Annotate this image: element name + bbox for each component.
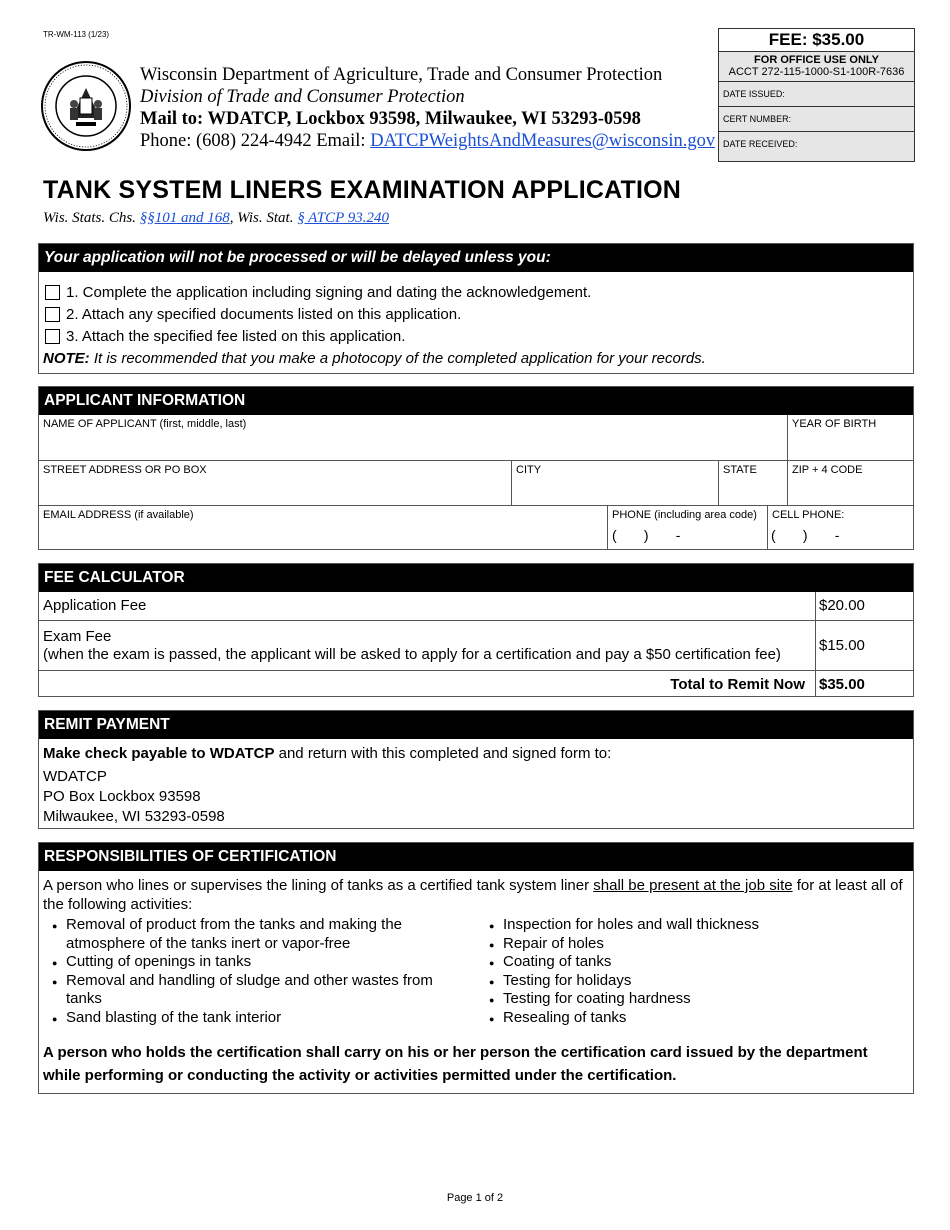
checkbox[interactable] — [45, 307, 60, 322]
statute-separator: , Wis. Stat. — [229, 210, 298, 226]
payable-to: Make check payable to WDATCP — [43, 745, 275, 762]
activity-item: ● Repair of holes — [481, 935, 901, 954]
activity-item: ● Testing for coating hardness — [481, 990, 901, 1009]
statute-link-atcp[interactable]: § ATCP 93.240 — [297, 210, 390, 226]
fee-row-total — [39, 670, 913, 698]
page-title: TANK SYSTEM LINERS EXAMINATION APPLICATION — [43, 176, 682, 204]
cert-number-field: CERT NUMBER: — [719, 107, 914, 132]
fee-description — [43, 628, 781, 664]
page-number: Page 1 of 2 — [446, 1192, 504, 1204]
field-label: EMAIL ADDRESS (if available) — [43, 509, 194, 521]
certification-card-notice: A person who holds the certification shall carry on his or her person the certification card issued by the department while performing or conducting the activity or activities permitted under the certification. — [43, 1044, 868, 1084]
section-heading: RESPONSIBILITIES OF CERTIFICATION — [39, 843, 913, 871]
requirement-item — [45, 328, 405, 345]
checkbox[interactable] — [45, 329, 60, 344]
fee-amount: $15.00 — [819, 637, 865, 654]
email-address-field[interactable] — [39, 506, 607, 549]
section-heading: FEE CALCULATOR — [39, 564, 913, 592]
wisconsin-seal-icon — [40, 60, 132, 152]
remit-text: and return with this completed and signed form to: — [274, 745, 612, 762]
divider — [787, 461, 788, 505]
checkbox[interactable] — [45, 285, 60, 300]
phone-text: Phone: (608) 224-4942 Email: — [140, 131, 371, 151]
field-label: CITY — [516, 464, 542, 476]
activity-item: ● Inspection for holes and wall thickness — [481, 916, 901, 935]
field-label: CELL PHONE: — [772, 509, 845, 521]
fee-amount: $20.00 — [819, 597, 865, 614]
fee-description-note: (when the exam is passed, the applicant will be asked to apply for a certification and pay a $50 certification fee) — [43, 646, 781, 663]
year-of-birth-field[interactable] — [788, 415, 913, 460]
fee-amount: FEE: $35.00 — [719, 29, 914, 52]
responsibilities-section — [38, 842, 914, 1094]
statute-prefix: Wis. Stats. Chs. — [43, 210, 140, 226]
activities-list-right — [481, 916, 901, 1028]
date-issued-field: DATE ISSUED: — [719, 82, 914, 107]
state-field[interactable] — [719, 461, 787, 505]
cell-phone-format: ( ) - — [771, 527, 840, 543]
divider — [607, 506, 608, 549]
fee-description: Application Fee — [43, 597, 147, 614]
total-label: Total to Remit Now — [670, 676, 805, 693]
activity-item: ● Sand blasting of the tank interior — [44, 1009, 464, 1028]
fee-row-application — [39, 592, 913, 620]
office-fee-box — [718, 28, 915, 162]
applicant-name-field[interactable] — [39, 415, 787, 460]
division-name: Division of Trade and Consumer Protection — [140, 87, 465, 107]
divider — [511, 461, 512, 505]
activity-item: ● Resealing of tanks — [481, 1009, 901, 1028]
divider — [718, 461, 719, 505]
field-label: STATE — [723, 464, 757, 476]
requirement-item — [45, 284, 591, 301]
fee-description-title: Exam Fee — [43, 628, 112, 645]
note — [43, 350, 706, 367]
requirement-text: 1. Complete the application including signing and dating the acknowledgement. — [66, 284, 592, 301]
field-label: NAME OF APPLICANT (first, middle, last) — [43, 418, 247, 430]
intro-text: A person who lines or supervises the lining of tanks as a certified tank system liner — [43, 877, 594, 894]
intro-text: for at least all of the following activities: — [43, 877, 903, 913]
fee-row-exam — [39, 620, 913, 671]
mail-to-address: Mail to: WDATCP, Lockbox 93598, Milwaukee, WI 53293-0598 — [140, 109, 641, 129]
field-label: PHONE (including area code) — [612, 509, 757, 521]
requirement-text: 3. Attach the specified fee listed on this application. — [66, 328, 406, 345]
total-amount: $35.00 — [819, 676, 865, 693]
agency-name: Wisconsin Department of Agriculture, Trade and Consumer Protection — [140, 65, 663, 85]
divider — [787, 415, 788, 460]
section-heading: REMIT PAYMENT — [39, 711, 913, 739]
activity-item: ● Coating of tanks — [481, 953, 901, 972]
note-text: It is recommended that you make a photocopy of the completed application for your records. — [89, 350, 706, 367]
statute-references — [43, 210, 389, 227]
applicant-information-section — [38, 386, 914, 550]
requirement-item — [45, 306, 461, 323]
field-label: STREET ADDRESS OR PO BOX — [43, 464, 207, 476]
activities-list-left — [44, 916, 464, 1028]
zip-code-field[interactable] — [788, 461, 913, 505]
email-link[interactable]: DATCPWeightsAndMeasures@wisconsin.gov — [370, 131, 716, 151]
remit-payment-section — [38, 710, 914, 829]
office-use-label: FOR OFFICE USE ONLY — [754, 54, 879, 66]
remit-address-line: PO Box Lockbox 93598 — [43, 788, 201, 805]
remit-body — [39, 739, 913, 827]
processing-requirements-section — [38, 243, 914, 374]
responsibilities-intro — [39, 871, 913, 914]
field-label: ZIP + 4 CODE — [792, 464, 863, 476]
account-number: ACCT 272-115-1000-S1-100R-7636 — [719, 66, 914, 82]
agency-header — [140, 64, 715, 152]
activity-item: ● Removal of product from the tanks and making the atmosphere of the tanks inert or vapor-free — [44, 916, 464, 953]
remit-instruction — [43, 744, 909, 764]
section-heading: Your application will not be processed or will be delayed unless you: — [39, 244, 913, 272]
fee-calculator-section — [38, 563, 914, 697]
note-label: NOTE: — [43, 350, 90, 367]
divider — [815, 592, 816, 697]
contact-line — [140, 130, 715, 152]
requirement-text: 2. Attach any specified documents listed on this application. — [66, 306, 462, 323]
form-id: TR-WM-113 (1/23) — [43, 30, 110, 39]
remit-address-line: Milwaukee, WI 53293-0598 — [43, 808, 225, 825]
date-received-field: DATE RECEIVED: — [723, 139, 798, 149]
city-field[interactable] — [512, 461, 718, 505]
remit-address-line: WDATCP — [43, 768, 107, 785]
street-address-field[interactable] — [39, 461, 511, 505]
activity-item: ● Removal and handling of sludge and other wastes from tanks — [44, 972, 464, 1009]
phone-format: ( ) - — [612, 527, 681, 543]
statute-link-chs[interactable]: §§101 and 168 — [139, 210, 230, 226]
field-label: YEAR OF BIRTH — [792, 418, 877, 430]
activity-item: ● Cutting of openings in tanks — [44, 953, 464, 972]
intro-emphasis: shall be present at the job site — [593, 877, 793, 894]
activity-item: ● Testing for holidays — [481, 972, 901, 991]
divider — [767, 506, 768, 549]
section-heading: APPLICANT INFORMATION — [39, 387, 913, 415]
